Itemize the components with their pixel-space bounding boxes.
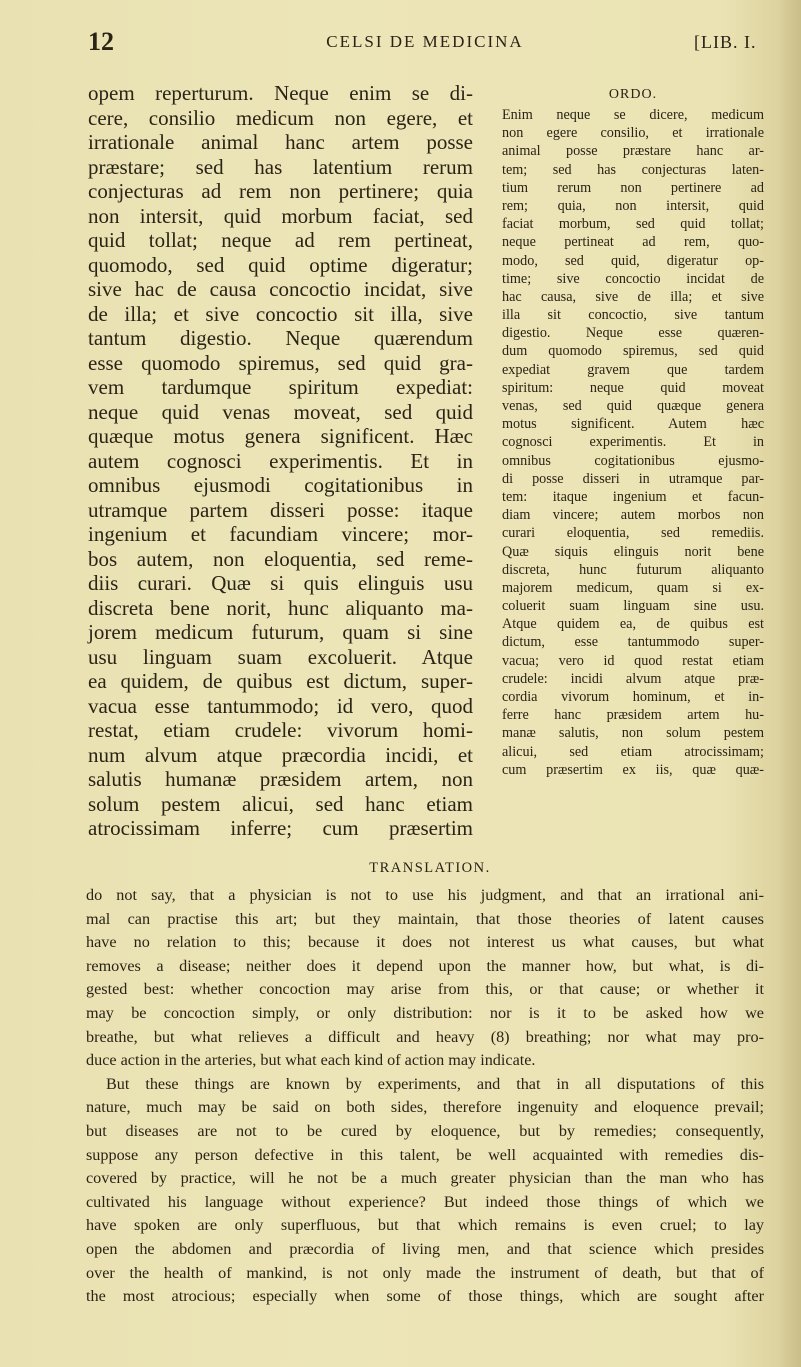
text-line: jorem medicum futurum, quam si sine (88, 620, 473, 644)
text-line: expediat gravem que tardem (502, 361, 764, 378)
translation-text (86, 884, 764, 1309)
text-line: have no relation to this; because it does not interest us what causes, but what (86, 933, 764, 952)
text-line: diam vincere; autem morbos non (502, 507, 764, 524)
text-line: Atque quidem ea, de quibus est (502, 616, 764, 633)
text-line: ferre hanc præsidem artem hu- (502, 707, 764, 724)
text-line: alicui, sed etiam atrocissimam; (502, 743, 764, 760)
text-line: over the health of mankind, is not only made the instrument of death, but that of (86, 1263, 764, 1282)
text-line: quid tollat; neque ad rem pertineat, (88, 228, 473, 252)
text-line: tem; sed has conjecturas laten- (502, 161, 764, 178)
text-line: cognosci experimentis. Et in (502, 434, 764, 451)
text-line: num alvum atque præcordia incidi, et (88, 742, 473, 767)
text-line: removes a disease; neither does it depend upon the manner how, but what, is di- (86, 956, 764, 975)
text-line: atrocissimam inferre; cum præsertim (88, 816, 473, 840)
text-line: restat, etiam crudele: vivorum homi- (88, 718, 473, 742)
text-line: cere, consilio medicum non egere, et (88, 105, 473, 130)
text-line: hac causa, sive de illa; et sive (502, 288, 764, 305)
text-line: venas, sed quid quæque genera (502, 398, 764, 414)
text-line: salutis humanæ præsidem artem, non (88, 767, 473, 791)
text-line: rem; quia, non intersit, quid (502, 197, 764, 214)
text-line: discreta, hunc futurum aliquanto (502, 561, 764, 578)
text-line: cum præsertim ex iis, quæ quæ- (502, 761, 764, 778)
running-title: CELSI DE MEDICINA (326, 32, 524, 51)
translation-heading: TRANSLATION. (369, 860, 491, 876)
text-line: quomodo, sed quid optime digeratur; (88, 252, 473, 277)
text-line: tem: itaque ingenium et facun- (502, 488, 764, 505)
text-line: mal can practise this art; but they maintain, that those theories of latent causes (86, 909, 764, 928)
text-line: usu linguam suam excoluerit. Atque (88, 644, 473, 669)
text-line: quæque motus genera significent. Hæc (88, 424, 473, 448)
text-line: motus significent. Autem hæc (502, 416, 764, 433)
text-line: dictum, esse tantummodo super- (502, 634, 764, 651)
text-line: cultivated his language without experience? But indeed those things of which we (86, 1192, 764, 1211)
text-line: neque pertineat ad rem, quo- (502, 234, 764, 251)
text-line: curari eloquentia, sed remediis. (502, 525, 764, 542)
text-line: spiritum: neque quid moveat (502, 379, 764, 396)
text-line: vacua esse tantummodo; id vero, quod (88, 693, 473, 718)
text-line: non intersit, quid morbum faciat, sed (88, 203, 473, 228)
text-line: have spoken are only superfluous, but that which remains is even cruel; to lay (86, 1216, 764, 1235)
text-line: utramque partem disseri posse: itaque (88, 497, 473, 522)
text-line: But these things are known by experiments, and that in all disputations of this (106, 1074, 764, 1093)
text-line: duce action in the arteries, but what each kind of action may indicate. (86, 1051, 536, 1070)
text-line: dum quomodo spiremus, sed quid (502, 343, 764, 360)
text-line: breathe, but what relieves a difficult and heavy (8) breathing; nor what may pro- (86, 1027, 764, 1046)
ordo-heading: ORDO. (608, 87, 658, 102)
text-line: majorem medicum, quam si ex- (502, 579, 764, 596)
book-marker: [LIB. I. (694, 32, 757, 52)
text-line: præstare; sed has latentium rerum (88, 154, 473, 179)
text-line: vem tardumque spiritum expediat: (88, 375, 473, 399)
text-line: faciat morbum, sed quid tollat; (502, 216, 764, 233)
text-line: crudele: incidi alvum atque præ- (502, 670, 764, 687)
text-line: omnibus cogitationibus ejusmo- (502, 452, 764, 469)
text-line: manæ salutis, non solum pestem (502, 725, 764, 742)
text-line: neque quid venas moveat, sed quid (88, 399, 473, 424)
text-line: gested best: whether concoction may arise from this, or that cause; or whether it (86, 980, 764, 999)
text-line: tantum digestio. Neque quærendum (88, 326, 473, 350)
text-line: but diseases are not to be cured by eloquence, but by remedies; consequently, (86, 1121, 764, 1140)
text-line: opem reperturum. Neque enim se di- (88, 81, 473, 105)
text-line: suppose any person defective in this talent, be well acquainted with remedies dis- (86, 1145, 764, 1164)
text-line: coluerit suam linguam sine usu. (502, 598, 764, 615)
text-line: non egere consilio, et irrationale (502, 125, 764, 142)
ordo-column (502, 106, 764, 779)
text-line: may be concoction simply, or only distribution: nor is it to be asked how we (86, 1003, 764, 1022)
text-line: discreta bene norit, hunc aliquanto ma- (88, 595, 473, 620)
text-line: sive hac de causa concoctio incidat, sive (88, 277, 473, 301)
text-line: de illa; et sive concoctio sit illa, sive (88, 301, 473, 326)
text-line: diis curari. Quæ si quis elinguis usu (88, 571, 473, 595)
text-line: ea quidem, de quibus est dictum, super- (88, 669, 473, 693)
page-number: 12 (88, 27, 114, 56)
text-line: conjecturas ad rem non pertinere; quia (88, 179, 473, 203)
text-line: digestio. Neque esse quæren- (502, 325, 764, 342)
text-line: modo, sed quid, digeratur op- (502, 252, 764, 269)
text-line: autem cognosci experimentis. Et in (88, 448, 473, 473)
text-line: nature, much may be said on both sides, therefore ingenuity and eloquence prevail; (86, 1098, 764, 1117)
text-line: tium rerum non pertinere ad (502, 179, 764, 196)
text-line: open the abdomen and præcordia of living men, and that science which presides (86, 1239, 764, 1258)
text-line: bos autem, non eloquentia, sed reme- (88, 546, 473, 571)
text-line: omnibus ejusmodi cogitationibus in (88, 473, 473, 497)
text-line: di posse disseri in utramque par- (502, 470, 764, 487)
text-line: cordia vivorum hominum, et in- (502, 689, 764, 705)
text-line: irrationale animal hanc artem posse (88, 130, 473, 154)
text-line: Quæ siquis elinguis norit bene (502, 543, 764, 560)
text-line: time; sive concoctio incidat de (502, 270, 764, 287)
text-line: the most atrocious; especially when some of those things, which are sought after (86, 1287, 764, 1306)
latin-text-column (88, 81, 473, 841)
text-line: esse quomodo spiremus, sed quid gra- (88, 350, 473, 375)
text-line: covered by practice, will he not be a much greater physician than the man who has (86, 1169, 764, 1188)
text-line: Enim neque se dicere, medicum (502, 107, 764, 123)
text-line: do not say, that a physician is not to use his judgment, and that an irrational ani- (86, 886, 764, 904)
text-line: solum pestem alicui, sed hanc etiam (88, 791, 473, 816)
text-line: illa sit concoctio, sive tantum (502, 307, 764, 324)
text-line: ingenium et facundiam vincere; mor- (88, 522, 473, 546)
text-line: vacua; vero id quod restat etiam (502, 652, 764, 669)
text-line: animal posse præstare hanc ar- (502, 143, 764, 160)
